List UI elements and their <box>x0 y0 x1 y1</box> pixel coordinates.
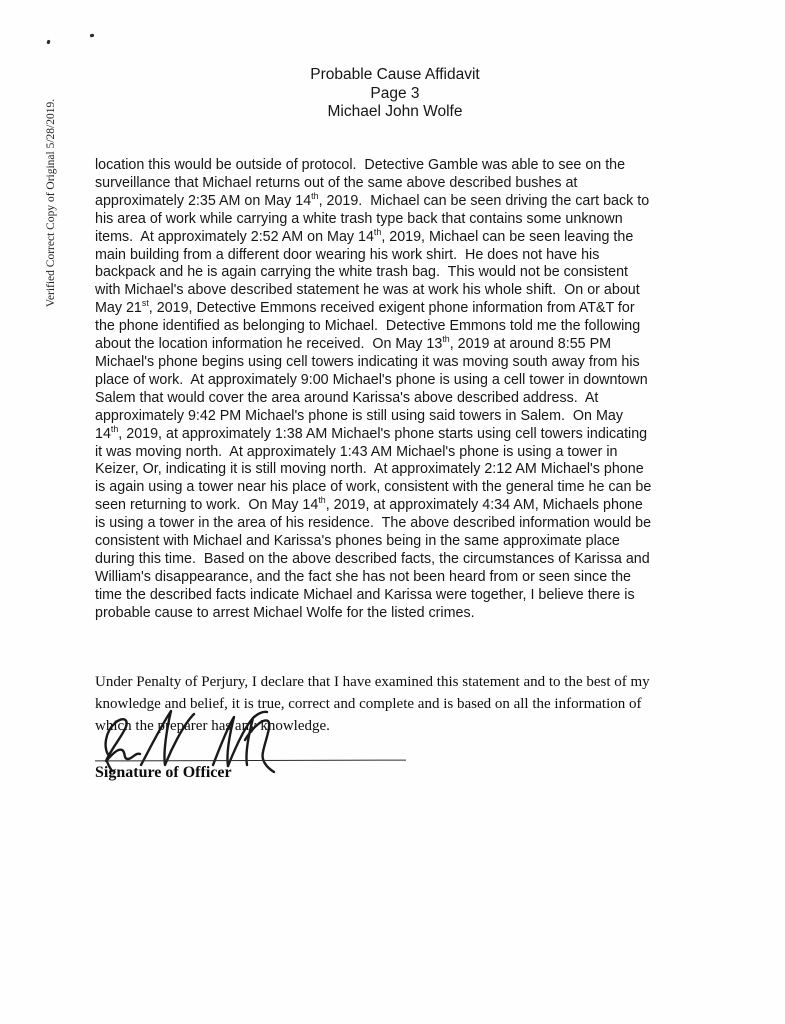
document-title: Probable Cause Affidavit <box>310 66 480 83</box>
text-line: knowledge and belief, it is true, correct and complete and is based on all the information of <box>95 696 642 712</box>
affidavit-body-text <box>95 157 699 623</box>
text-line: May 21st, 2019, Detective Emmons received exigent phone information from AT&T for <box>95 298 635 317</box>
text-line: items. At approximately 2:52 AM on May 14th, 2019, Michael can be seen leaving the <box>95 226 634 245</box>
text-line: main building from a different door wearing his work shirt. He does not have his <box>95 246 600 263</box>
text-line: 14th, 2019, at approximately 1:38 AM Michael's phone starts using cell towers indicating <box>95 423 648 442</box>
text-line: Under Penalty of Perjury, I declare that I have examined this statement and to the best of my <box>95 674 650 690</box>
text-line: approximately 9:42 PM Michael's phone is still using said towers in Salem. On May <box>95 407 623 424</box>
verified-copy-stamp: Verified Correct Copy of Original 5/28/2019. <box>45 98 57 308</box>
text-line: Michael's phone begins using cell towers indicating it was moving south away from his <box>95 353 640 370</box>
text-line: probable cause to arrest Michael Wolfe for the listed crimes. <box>95 604 475 621</box>
scan-speck <box>46 40 50 45</box>
text-line: which the preparer has any knowledge. <box>95 718 330 734</box>
text-line: Keizer, Or, indicating it is still moving north. At approximately 2:12 AM Michael's phone <box>95 461 644 478</box>
text-line: Salem that would cover the area around Karissa's above described address. At <box>95 389 599 406</box>
text-line: his area of work while carrying a white trash type back that contains some unknown <box>95 210 623 227</box>
signature-label: Signature of Officer <box>95 764 232 781</box>
text-line: during this time. Based on the above described facts, the circumstances of Karissa and <box>95 550 650 567</box>
subject-name: Michael John Wolfe <box>327 103 463 120</box>
text-line: consistent with Michael and Karissa's phones being in the same approximate place <box>95 533 620 550</box>
text-line: William's disappearance, and the fact she has not been heard from or seen since the <box>95 568 631 585</box>
scan-speck <box>90 34 95 38</box>
text-line: about the location information he received. On May 13th, 2019 at around 8:55 PM <box>95 334 612 353</box>
text-line: time the described facts indicate Michael and Karissa were together, I believe there is <box>95 586 635 603</box>
text-line: location this would be outside of protocol. Detective Gamble was able to see on the <box>95 157 626 173</box>
text-line: it was moving north. At approximately 1:43 AM Michael's phone is using a tower in <box>95 443 618 460</box>
text-line: place of work. At approximately 9:00 Michael's phone is using a cell tower in downtown <box>95 371 648 388</box>
text-line: is again using a tower near his place of work, consistent with the general time he can be <box>95 479 652 496</box>
text-line: the phone identified as belonging to Michael. Detective Emmons told me the following <box>95 318 641 335</box>
text-line: seen returning to work. On May 14th, 2019, at approximately 4:34 AM, Michaels phone <box>95 495 643 514</box>
text-line: surveillance that Michael returns out of the same above described bushes at <box>95 174 578 191</box>
text-line: is using a tower in the area of his residence. The above described information would be <box>95 515 652 532</box>
text-line: approximately 2:35 AM on May 14th, 2019. Michael can be seen driving the cart back to <box>95 191 650 209</box>
text-line: with Michael's above described statement he was at work his whole shift. On or about <box>95 282 640 299</box>
document-header <box>95 66 695 122</box>
page-number: Page 3 <box>370 84 420 102</box>
text-line: backpack and he is again carrying the white trash bag. This would not be consistent <box>95 264 629 281</box>
